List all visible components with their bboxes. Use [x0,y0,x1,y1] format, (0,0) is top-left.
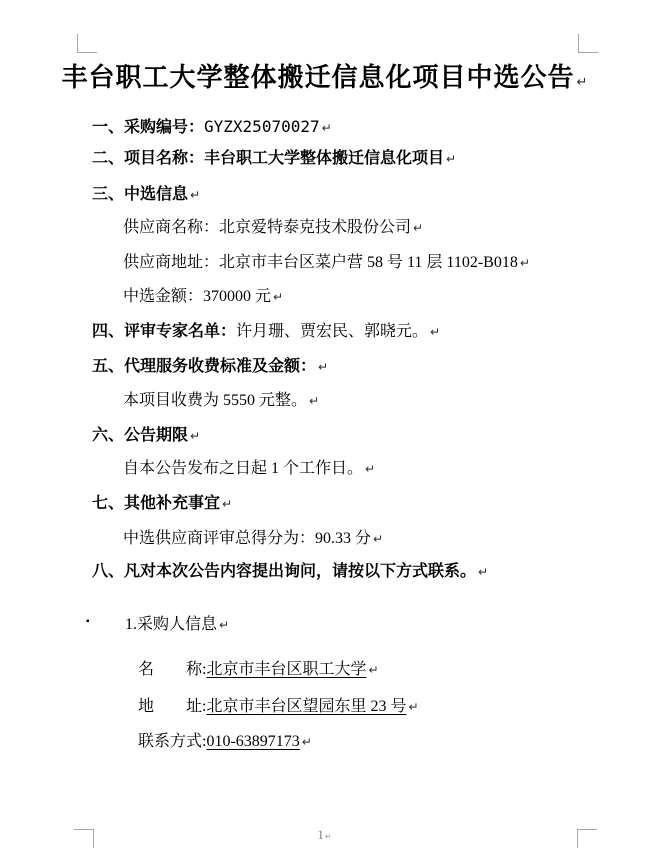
line-purchaser-contact [138,732,312,752]
purchaser-name-value: 北京市丰台区职工大学 [206,661,367,678]
purchaser-info-heading-text: 1.采购人信息 [125,616,218,633]
line-announcement-period-detail [123,459,375,479]
line-announcement-period-heading [92,426,200,446]
line-other-matters-heading [92,494,232,514]
paragraph-mark-icon: ↵ [301,735,312,749]
purchaser-address-value: 北京市丰台区望园东里 23 号 [206,698,407,715]
line-purchaser-info-heading [125,615,229,635]
paragraph-mark-icon: ↵ [478,565,489,579]
procurement-number-value: GYZX25070027 [204,117,320,136]
paragraph-mark-icon: ↵ [408,700,419,714]
purchaser-contact-label: 联系方式: [138,733,207,750]
selection-info-heading-text: 三、中选信息 [92,186,189,203]
agency-fee-heading-text: 五、代理服务收费标准及金额： [92,358,317,375]
document-title: 丰台职工大学整体搬迁信息化项目中选公告 [61,63,575,92]
paragraph-mark-icon: ↵ [190,429,201,443]
paragraph-mark-icon: ↵ [318,360,329,374]
agency-fee-detail-text: 本项目收费为 5550 元整。 [123,392,308,409]
paragraph-mark-icon: ↵ [222,497,233,511]
paragraph-mark-icon: ↵ [446,152,457,166]
line-agency-fee-heading [92,357,328,377]
contact-intro-text: 八、凡对本次公告内容提出询问，请按以下方式联系。 [92,563,477,580]
line-procurement-number [92,117,332,138]
line-selection-info-heading [92,185,200,205]
paragraph-mark-icon: ↵ [324,832,332,841]
purchaser-contact-value: 010-63897173 [206,733,300,750]
line-contact-intro [92,562,488,582]
bullet-icon: ▪ [86,616,90,627]
paragraph-mark-icon: ↵ [373,532,384,546]
supplier-name-text: 供应商名称：北京爱特泰克技术股份公司 [123,219,412,236]
crop-mark-top-left-icon [77,34,97,53]
other-matters-heading-text: 七、其他补充事宜 [92,495,221,512]
paragraph-mark-icon: ↵ [365,462,376,476]
line-supplier-name [123,218,423,238]
line-award-amount [123,287,283,307]
line-project-name [92,149,456,169]
footer [0,827,649,843]
expert-list-names: 许月珊、贾宏民、郭晓元。 [236,323,429,340]
crop-mark-top-right-icon [578,34,598,53]
paragraph-mark-icon: ↵ [219,618,230,632]
total-score-text: 中选供应商评审总得分为：90.33 分 [123,530,372,547]
expert-list-label: 四、评审专家名单： [92,323,237,340]
announcement-period-heading-text: 六、公告期限 [92,427,189,444]
line-purchaser-address [138,697,419,717]
paragraph-mark-icon: ↵ [368,663,379,677]
line-agency-fee-detail [123,391,319,411]
line-total-score [123,529,383,549]
paragraph-mark-icon: ↵ [273,290,284,304]
paragraph-mark-icon: ↵ [190,188,201,202]
paragraph-mark-icon: ↵ [519,256,530,270]
footer-page-number: 1 [317,827,324,842]
paragraph-mark-icon: ↵ [413,221,424,235]
line-purchaser-name [138,660,379,680]
line-supplier-address [123,253,530,273]
award-amount-text: 中选金额：370000 元 [123,288,272,305]
paragraph-mark-icon: ↵ [309,394,320,408]
paragraph-mark-icon: ↵ [321,121,332,135]
project-name-text: 二、项目名称：丰台职工大学整体搬迁信息化项目 [92,150,445,167]
paragraph-mark-icon: ↵ [576,75,588,90]
purchaser-name-label: 名 称: [138,661,207,678]
purchaser-address-label: 地 址: [138,698,207,715]
paragraph-mark-icon: ↵ [430,325,441,339]
document-title-line [0,57,649,94]
supplier-address-text: 供应商地址：北京市丰台区菜户营 58 号 11 层 1102-B018 [123,254,518,271]
line-expert-list [92,322,440,342]
announcement-period-detail-text: 自本公告发布之日起 1 个工作日。 [123,460,364,477]
procurement-number-label: 一、采购编号： [92,119,205,136]
